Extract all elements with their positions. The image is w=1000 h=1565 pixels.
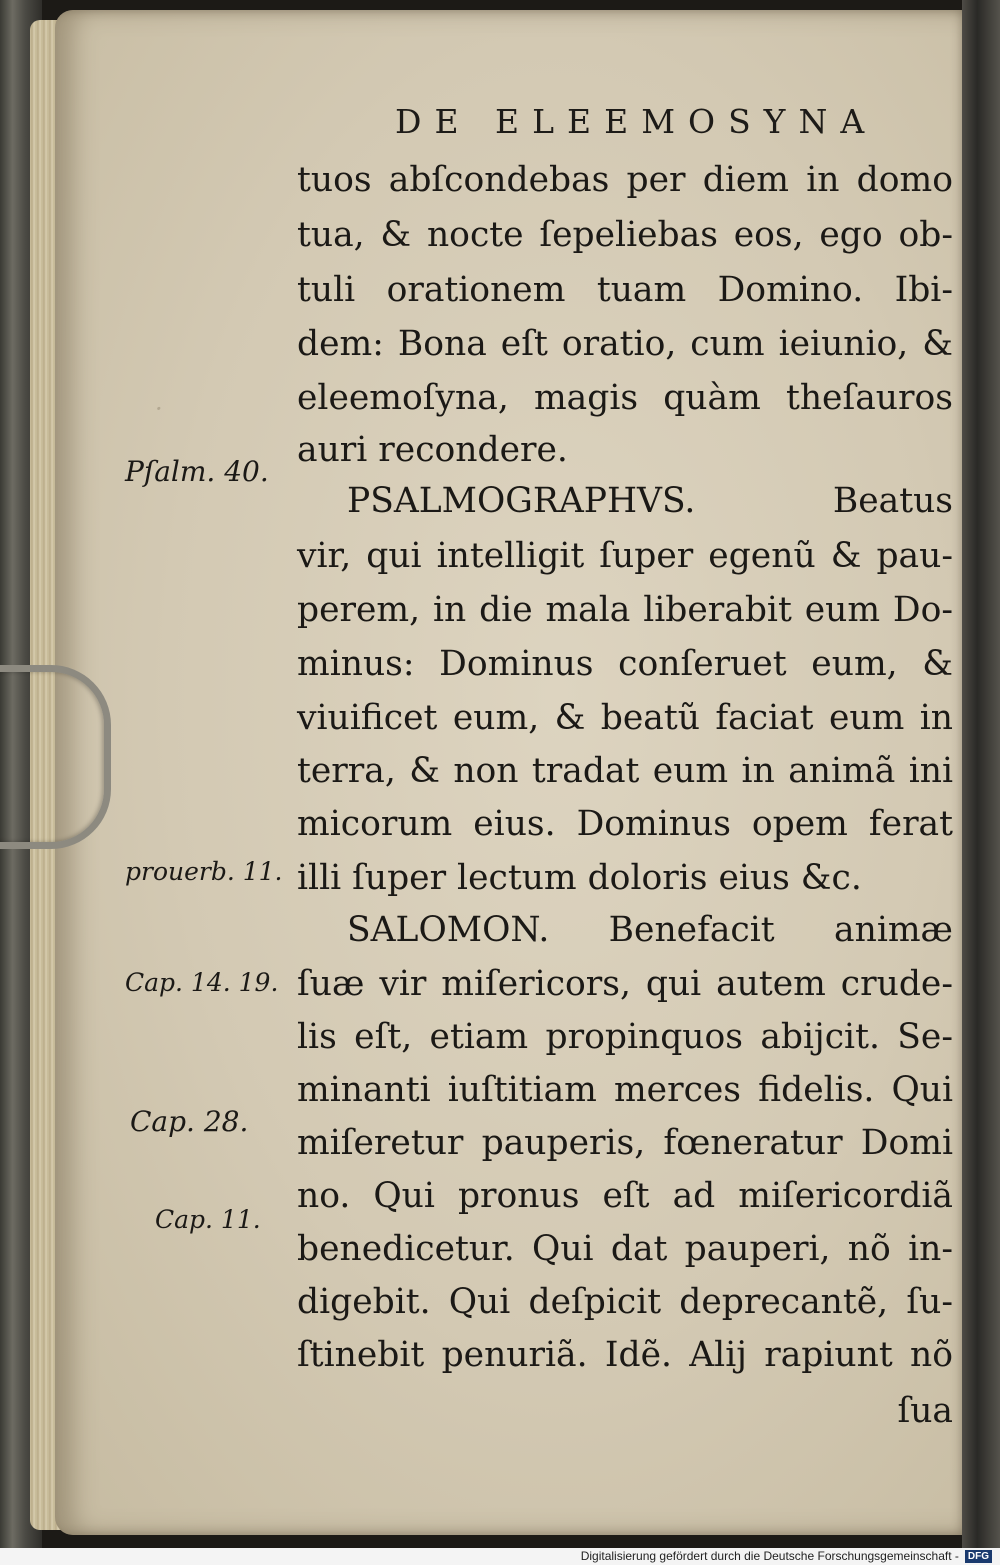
marginal-note: prouerb. 11. bbox=[125, 857, 283, 886]
book-binding-right bbox=[962, 0, 1000, 1548]
text-line: tuos abſcondebas per diem in domo bbox=[297, 160, 953, 200]
text-line: no. Qui pronus eſt ad miſericordiã bbox=[297, 1176, 953, 1216]
text-line: ſtinebit penuriã. Idẽ. Alij rapiunt nõ bbox=[297, 1335, 953, 1375]
text-line: auri recondere. bbox=[297, 430, 568, 470]
catchword: ſua bbox=[897, 1391, 953, 1431]
page-clip bbox=[0, 665, 111, 849]
text-line: benedicetur. Qui dat pauperi, nõ in- bbox=[297, 1229, 953, 1269]
text-line: minus: Dominus conſeruet eum, & bbox=[297, 644, 953, 684]
text-line: PSALMOGRAPHVS. Beatus bbox=[347, 481, 953, 521]
text-line: minanti iuſtitiam merces fidelis. Qui bbox=[297, 1070, 953, 1110]
text-line: dem: Bona eſt oratio, cum ieiunio, & bbox=[297, 324, 953, 364]
marginal-note: Cap. 14. 19. bbox=[125, 968, 279, 997]
text-line: tua, & nocte ſepeliebas eos, ego ob- bbox=[297, 215, 953, 255]
text-line: terra, & non tradat eum in animã ini bbox=[297, 751, 953, 791]
text-line: illi ſuper lectum doloris eius &c. bbox=[297, 858, 862, 898]
text-line: digebit. Qui deſpicit deprecantẽ, ſu- bbox=[297, 1282, 953, 1322]
text-line: viuificet eum, & beatũ faciat eum in bbox=[297, 698, 953, 738]
text-line: SALOMON. Benefacit animæ bbox=[347, 910, 953, 950]
text-line: lis eſt, etiam propinquos abijcit. Se- bbox=[297, 1017, 953, 1057]
show-through-mark: · bbox=[155, 395, 163, 423]
text-line: micorum eius. Dominus opem ferat bbox=[297, 804, 953, 844]
text-line: vir, qui intelligit ſuper egenũ & pau- bbox=[297, 536, 953, 576]
marginal-note: Pſalm. 40. bbox=[125, 455, 269, 488]
footer-credit: Digitalisierung gefördert durch die Deutsche Forschungsgemeinschaft - bbox=[580, 1549, 959, 1563]
marginal-note: Cap. 28. bbox=[130, 1105, 249, 1138]
text-line: eleemoſyna, magis quàm theſauros bbox=[297, 378, 953, 418]
dfg-logo: DFG bbox=[965, 1550, 992, 1563]
text-line: tuli orationem tuam Domino. Ibi- bbox=[297, 270, 953, 310]
text-line: ſuæ vir miſericors, qui autem crude- bbox=[297, 964, 953, 1004]
digitization-footer bbox=[0, 1548, 1000, 1565]
marginal-note: Cap. 11. bbox=[155, 1205, 261, 1234]
running-head: DE ELEEMOSYNA bbox=[395, 102, 878, 141]
text-line: miſeretur pauperis, fœneratur Domi bbox=[297, 1123, 953, 1163]
text-line: perem, in die mala liberabit eum Do- bbox=[297, 590, 953, 630]
